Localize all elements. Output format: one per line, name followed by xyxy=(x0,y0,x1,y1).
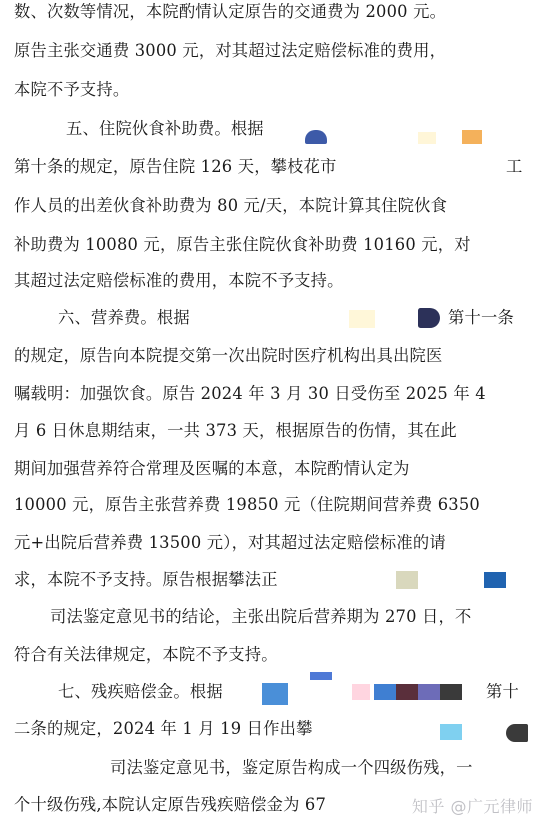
text-line-18: 符合有关法律规定，本院不予支持。 xyxy=(14,645,278,664)
redaction-block xyxy=(506,724,528,742)
redaction-block xyxy=(462,130,482,144)
text-line-22: 个十级伤残,本院认定原告残疾赔偿金为 67 xyxy=(14,795,327,814)
text-line-9: 六、营养费。根据 xyxy=(58,308,190,327)
redaction-block xyxy=(262,683,288,705)
text-line-1: 数、次数等情况，本院酌情认定原告的交通费为 2000 元。 xyxy=(14,2,447,21)
text-line-16: 求，本院不予支持。原告根据攀法正 xyxy=(14,570,278,589)
redaction-block xyxy=(310,672,332,680)
text-line-10: 的规定，原告向本院提交第一次出院时医疗机构出具出院医 xyxy=(14,346,443,365)
text-line-6: 作人员的出差伙食补助费为 80 元/天，本院计算其住院伙食 xyxy=(14,196,448,215)
text-line-5: 第十条的规定，原告住院 126 天，攀枝花市 xyxy=(14,157,337,176)
text-line-13: 期间加强营养符合常理及医嘱的本意，本院酌情认定为 xyxy=(14,459,410,478)
text-line-14: 10000 元，原告主张营养费 19850 元（住院期间营养费 6350 xyxy=(14,495,480,514)
redaction-block xyxy=(305,130,327,144)
text-line-8: 其超过法定赔偿标准的费用，本院不予支持。 xyxy=(14,271,344,290)
redaction-block xyxy=(352,684,370,700)
redaction-block xyxy=(396,571,418,589)
text-line-17: 司法鉴定意见书的结论，主张出院后营养期为 270 日，不 xyxy=(50,607,472,626)
text-line-4: 五、住院伙食补助费。根据 xyxy=(66,119,264,138)
text-line-5-tail: 工 xyxy=(506,157,523,176)
text-line-7: 补助费为 10080 元，原告主张住院伙食补助费 10160 元，对 xyxy=(14,235,471,254)
text-line-2: 原告主张交通费 3000 元，对其超过法定赔偿标准的费用， xyxy=(14,41,447,60)
redaction-block xyxy=(440,724,462,740)
watermark: 知乎 @广元律师 xyxy=(411,797,533,816)
text-line-20: 二条的规定，2024 年 1 月 19 日作出攀 xyxy=(14,719,313,738)
text-line-15: 元+出院后营养费 13500 元），对其超过法定赔偿标准的请 xyxy=(14,533,446,552)
redaction-block xyxy=(418,684,440,700)
redaction-block xyxy=(484,572,506,588)
text-line-9-tail: 第十一条 xyxy=(448,308,514,327)
text-line-11: 嘱载明：加强饮食。原告 2024 年 3 月 30 日受伤至 2025 年 4 xyxy=(14,384,486,403)
redaction-block xyxy=(440,684,462,700)
text-line-12: 月 6 日休息期结束，一共 373 天，根据原告的伤情，其在此 xyxy=(14,421,457,440)
redaction-block xyxy=(349,310,375,328)
redaction-block xyxy=(418,132,436,144)
text-line-19: 七、残疾赔偿金。根据 xyxy=(58,682,223,701)
text-line-19-tail: 第十 xyxy=(486,682,519,701)
redaction-block xyxy=(396,684,418,700)
text-line-3: 本院不予支持。 xyxy=(14,80,130,99)
text-line-21: 司法鉴定意见书，鉴定原告构成一个四级伤残，一 xyxy=(110,758,473,777)
redaction-block xyxy=(418,308,440,328)
redaction-block xyxy=(374,684,396,700)
